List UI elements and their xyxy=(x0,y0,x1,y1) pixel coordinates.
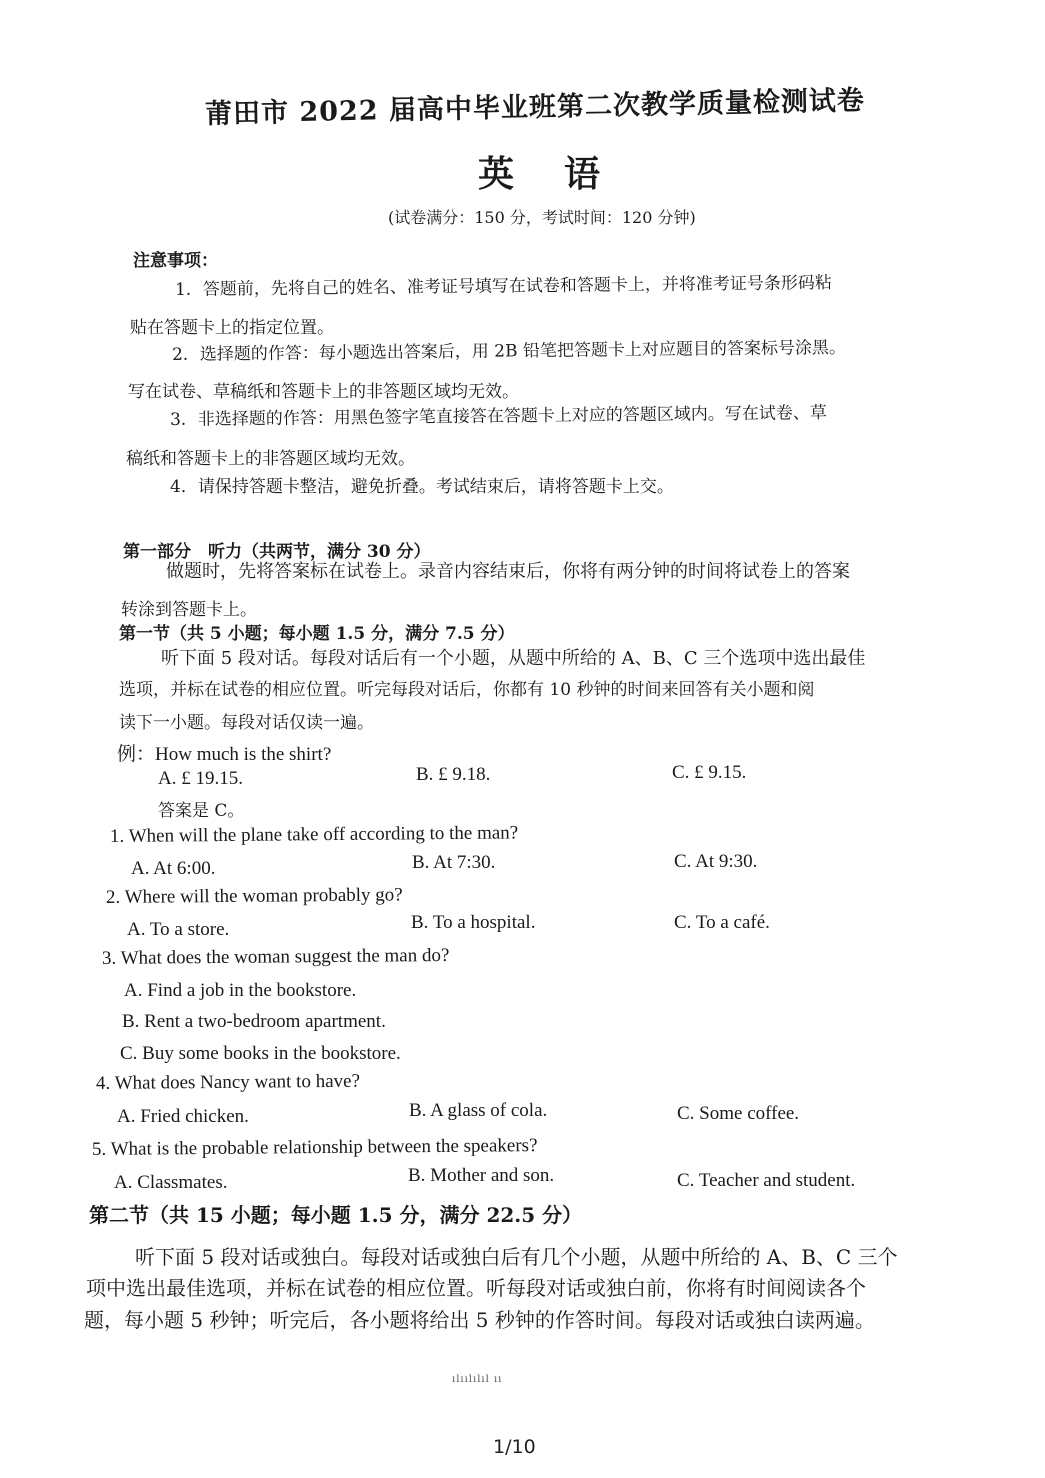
q1-option-b: B. At 7:30. xyxy=(412,852,496,873)
section1-intro-line: 读下一小题。每段对话仅读一遍。 xyxy=(119,713,374,733)
q5-option-b: B. Mother and son. xyxy=(408,1165,555,1186)
example-question: 例：How much is the shirt? xyxy=(117,744,332,765)
q3-option-c: C. Buy some books in the bookstore. xyxy=(120,1043,401,1064)
question-4: 4. What does Nancy want to have? xyxy=(95,1070,361,1094)
notice-line: 写在试卷、草稿纸和答题卡上的非答题区域均无效。 xyxy=(128,382,519,402)
section2-intro-line: 题，每小题 5 秒钟；听完后，各小题将给出 5 秒钟的作答时间。每段对话或独白读两遍。 xyxy=(84,1308,875,1332)
section2-heading: 第二节（共 15 小题；每小题 1.5 分，满分 22.5 分） xyxy=(89,1203,583,1227)
section1-heading: 第一节（共 5 小题；每小题 1.5 分，满分 7.5 分） xyxy=(119,624,515,644)
q2-option-c: C. To a café. xyxy=(674,912,770,933)
q4-option-c: C. Some coffee. xyxy=(677,1103,800,1124)
example-option-a: A. £ 19.15. xyxy=(158,768,243,789)
section2-intro-line: 项中选出最佳选项，并标在试卷的相应位置。听每段对话或独白前，你将有时间阅读各个 xyxy=(86,1276,866,1300)
q3-option-b: B. Rent a two-bedroom apartment. xyxy=(122,1011,386,1032)
q5-option-c: C. Teacher and student. xyxy=(677,1170,856,1191)
part1-heading: 第一部分 听力（共两节，满分 30 分） xyxy=(123,542,431,562)
q4-option-a: A. Fried chicken. xyxy=(117,1106,249,1127)
notice-line: 4．请保持答题卡整洁，避免折叠。考试结束后，请将答题卡上交。 xyxy=(170,477,674,497)
q2-option-a: A. To a store. xyxy=(127,919,230,940)
page-number: 1/10 xyxy=(493,1436,536,1458)
example-option-c: C. £ 9.15. xyxy=(672,762,747,783)
notice-line: 2．选择题的作答：每小题选出答案后，用 2B 铅笔把答题卡上对应题目的答案标号涂黑。 xyxy=(171,337,847,365)
exam-meta: (试卷满分：150 分，考试时间：120 分钟) xyxy=(388,208,696,227)
exam-title: 莆田市 2022 届高中毕业班第二次教学质量检测试卷 xyxy=(204,85,866,130)
section1-intro-line: 选项，并标在试卷的相应位置。听完每段对话后，你都有 10 秒钟的时间来回答有关小题和阅 xyxy=(119,680,815,700)
question-5: 5. What is the probable relationship between the speakers? xyxy=(91,1135,538,1160)
q1-option-c: C. At 9:30. xyxy=(674,851,758,872)
q3-option-a: A. Find a job in the bookstore. xyxy=(124,980,357,1001)
subject-title: 英语 xyxy=(478,153,651,195)
notice-line: 稿纸和答题卡上的非答题区域均无效。 xyxy=(126,449,415,469)
q1-option-a: A. At 6:00. xyxy=(131,858,216,879)
q2-option-b: B. To a hospital. xyxy=(411,912,536,933)
part1-intro-line: 做题时，先将答案标在试卷上。录音内容结束后，你将有两分钟的时间将试卷上的答案 xyxy=(166,561,850,582)
section2-intro-line: 听下面 5 段对话或独白。每段对话或独白后有几个小题，从题中所给的 A、B、C 三个 xyxy=(135,1245,898,1269)
q4-option-b: B. A glass of cola. xyxy=(409,1100,548,1121)
notice-heading: 注意事项： xyxy=(133,251,218,271)
q5-option-a: A. Classmates. xyxy=(114,1172,228,1193)
scan-noise: ılıılılıl ıı xyxy=(452,1374,503,1385)
part1-intro-line: 转涂到答题卡上。 xyxy=(121,600,257,620)
notice-line: 3．非选择题的作答：用黑色签字笔直接答在答题卡上对应的答题区域内。写在试卷、草 xyxy=(169,403,827,430)
notice-line: 1．答题前，先将自己的姓名、准考证号填写在试卷和答题卡上，并将准考证号条形码粘 xyxy=(174,273,832,300)
section1-intro-line: 听下面 5 段对话。每段对话后有一个小题，从题中所给的 A、B、C 三个选项中选出最佳 xyxy=(161,648,866,669)
question-3: 3. What does the woman suggest the man do? xyxy=(101,944,450,969)
example-option-b: B. £ 9.18. xyxy=(416,764,491,785)
question-2: 2. Where will the woman probably go? xyxy=(105,884,403,908)
question-1: 1. When will the plane take off according to the man? xyxy=(109,822,519,847)
notice-line: 贴在答题卡上的指定位置。 xyxy=(130,318,334,338)
example-answer: 答案是 C。 xyxy=(158,801,245,821)
